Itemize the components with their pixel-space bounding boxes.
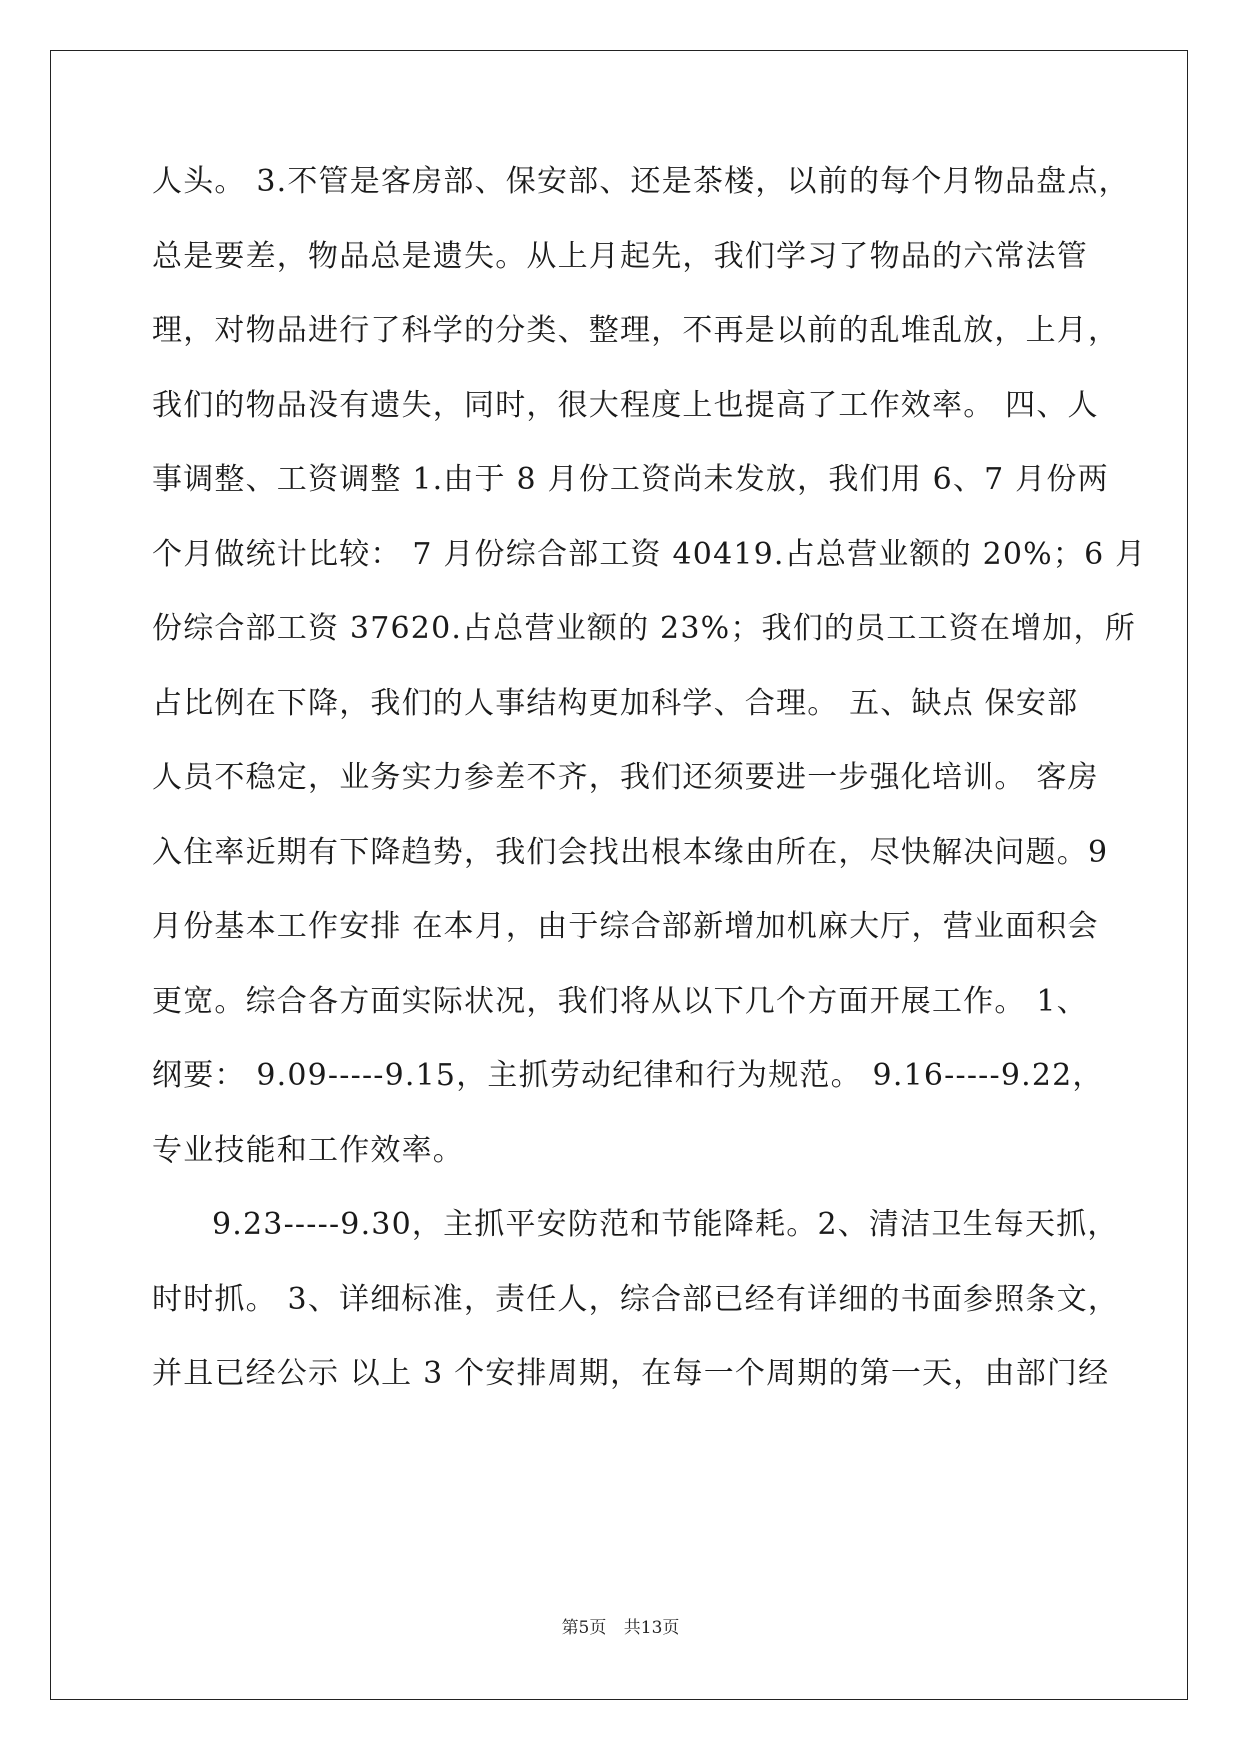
text-line: 份综合部工资 37620.占总营业额的 23%；我们的员工工资在增加，所 <box>152 611 1136 646</box>
page-number: 第5页 <box>561 1618 607 1638</box>
text-line: 个月做统计比较： 7 月份综合部工资 40419.占总营业额的 20%；6 月 <box>152 537 1147 572</box>
page-total: 共13页 <box>623 1618 680 1638</box>
text-line: 入住率近期有下降趋势，我们会找出根本缘由所在，尽快解决问题。9 <box>152 835 1109 870</box>
text-line: 人员不稳定，业务实力参差不齐，我们还须要进一步强化培训。 客房 <box>152 760 1099 795</box>
text-line: 事调整、工资调整 1.由于 8 月份工资尚未发放，我们用 6、7 月份两 <box>152 462 1109 497</box>
text-line: 总是要差，物品总是遗失。从上月起先，我们学习了物品的六常法管 <box>152 239 1088 274</box>
text-line: 人头。 3.不管是客房部、保安部、还是茶楼，以前的每个月物品盘点， <box>152 164 1130 199</box>
text-line: 纲要： 9.09-----9.15，主抓劳动纪律和行为规范。 9.16-----9.22， <box>152 1058 1104 1093</box>
text-line: 时时抓。 3、详细标准，责任人，综合部已经有详细的书面参照条文， <box>152 1282 1120 1317</box>
text-line: 我们的物品没有遗失，同时，很大程度上也提高了工作效率。 四、人 <box>152 388 1099 423</box>
text-line-indented: 9.23-----9.30，主抓平安防范和节能降耗。2、清洁卫生每天抓， <box>212 1207 1119 1242</box>
text-line: 理，对物品进行了科学的分类、整理，不再是以前的乱堆乱放，上月， <box>152 313 1120 348</box>
text-line: 月份基本工作安排 在本月，由于综合部新增加机麻大厅，营业面积会 <box>152 909 1099 944</box>
page-border <box>50 50 1188 1700</box>
text-line: 占比例在下降，我们的人事结构更加科学、合理。 五、缺点 保安部 <box>152 686 1079 721</box>
text-line: 并且已经公示 以上 3 个安排周期，在每一个周期的第一天，由部门经 <box>152 1356 1110 1391</box>
text-line: 更宽。综合各方面实际状况，我们将从以下几个方面开展工作。 1、 <box>152 984 1088 1019</box>
page-footer <box>0 1616 1241 1640</box>
text-line: 专业技能和工作效率。 <box>152 1133 464 1168</box>
